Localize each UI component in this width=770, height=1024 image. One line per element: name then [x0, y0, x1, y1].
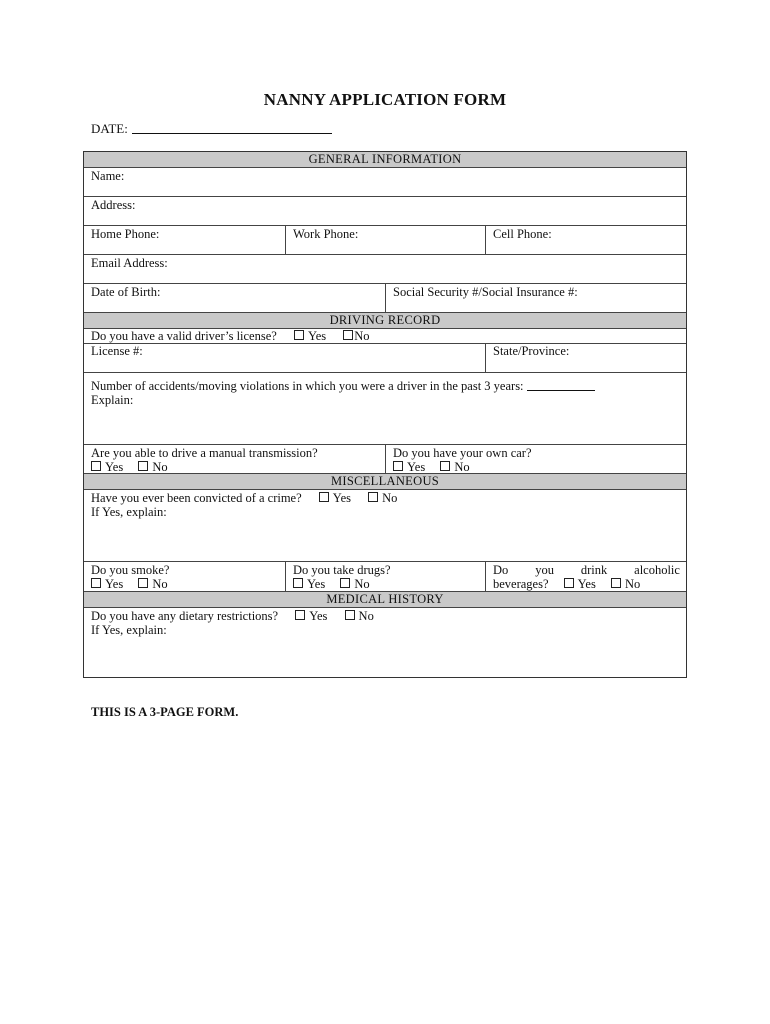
- home-phone-field[interactable]: Home Phone:: [91, 227, 160, 241]
- accidents-label: Number of accidents/moving violations in which you were a driver in the past 3 years:: [91, 379, 524, 393]
- explain-label: Explain:: [91, 393, 134, 407]
- license-number-row: [84, 343, 686, 372]
- drink-word: you: [535, 563, 554, 577]
- dietary-row: [84, 607, 686, 677]
- no-label: No: [152, 577, 168, 591]
- email-row[interactable]: [84, 254, 686, 283]
- smoke-yes-option[interactable]: [91, 577, 123, 591]
- yes-label: Yes: [307, 329, 327, 343]
- checkbox-icon[interactable]: [138, 461, 148, 471]
- yes-label: Yes: [307, 577, 326, 591]
- manual-question: Are you able to drive a manual transmission?: [91, 446, 318, 460]
- no-label: No: [454, 460, 470, 473]
- name-row[interactable]: [84, 167, 686, 196]
- checkbox-icon[interactable]: [440, 461, 450, 471]
- checkbox-icon[interactable]: [138, 578, 148, 588]
- license-yes-option[interactable]: [294, 329, 326, 343]
- checkbox-icon[interactable]: [345, 610, 355, 620]
- email-label: Email Address:: [91, 256, 168, 270]
- section-header-driving: DRIVING RECORD: [84, 312, 686, 328]
- checkbox-icon[interactable]: [293, 578, 303, 588]
- section-header-misc: MISCELLANEOUS: [84, 473, 686, 489]
- state-field[interactable]: State/Province:: [485, 344, 686, 372]
- manual-no-option[interactable]: [138, 460, 167, 473]
- crime-explain-label: If Yes, explain:: [91, 505, 167, 519]
- license-question: Do you have a valid driver’s license?: [91, 329, 277, 343]
- ssn-field[interactable]: Social Security #/Social Insurance #:: [385, 284, 686, 312]
- crime-row: [84, 489, 686, 561]
- license-number-field[interactable]: License #:: [91, 344, 143, 358]
- drugs-no-option[interactable]: [340, 577, 369, 591]
- section-header-general: GENERAL INFORMATION: [84, 152, 686, 167]
- checkbox-icon[interactable]: [294, 330, 304, 340]
- checkbox-icon[interactable]: [319, 492, 329, 502]
- checkbox-icon[interactable]: [564, 578, 574, 588]
- drink-word: drink: [580, 563, 608, 577]
- no-label: No: [354, 577, 370, 591]
- smoke-question: Do you smoke?: [91, 563, 170, 577]
- drink-word: alcoholic: [634, 563, 680, 577]
- manual-yes-option[interactable]: [91, 460, 123, 473]
- no-label: No: [624, 577, 641, 591]
- dietary-question: Do you have any dietary restrictions?: [91, 609, 279, 623]
- checkbox-icon[interactable]: [91, 461, 101, 471]
- checkbox-icon[interactable]: [91, 578, 101, 588]
- no-label: No: [354, 329, 370, 343]
- yes-label: Yes: [332, 491, 351, 505]
- car-question: Do you have your own car?: [393, 446, 532, 460]
- car-no-option[interactable]: [440, 460, 469, 473]
- checkbox-icon[interactable]: [340, 578, 350, 588]
- no-label: No: [152, 460, 168, 473]
- manual-car-row: [84, 444, 686, 473]
- drugs-question: Do you take drugs?: [293, 563, 391, 577]
- yes-label: Yes: [577, 577, 596, 591]
- substances-row: [84, 561, 686, 591]
- no-label: No: [382, 491, 398, 505]
- accidents-row[interactable]: [84, 372, 686, 444]
- yes-label: Yes: [105, 577, 124, 591]
- accidents-blank[interactable]: [527, 379, 595, 391]
- license-no-option[interactable]: [343, 329, 369, 343]
- page-count-note: THIS IS A 3-PAGE FORM.: [91, 705, 239, 719]
- work-phone-field[interactable]: Work Phone:: [285, 226, 485, 254]
- crime-no-option[interactable]: [368, 491, 397, 505]
- date-field[interactable]: [91, 121, 332, 137]
- car-yes-option[interactable]: [393, 460, 425, 473]
- crime-question: Have you ever been convicted of a crime?: [91, 491, 302, 505]
- crime-yes-option[interactable]: [319, 491, 351, 505]
- section-header-medical: MEDICAL HISTORY: [84, 591, 686, 607]
- date-blank[interactable]: [132, 121, 332, 134]
- checkbox-icon[interactable]: [368, 492, 378, 502]
- dob-field[interactable]: Date of Birth:: [91, 285, 161, 299]
- dietary-yes-option[interactable]: [295, 609, 327, 623]
- checkbox-icon[interactable]: [343, 330, 353, 340]
- drink-question-cont: beverages?: [493, 577, 549, 591]
- form-title: NANNY APPLICATION FORM: [263, 90, 507, 109]
- checkbox-icon[interactable]: [611, 578, 621, 588]
- address-row[interactable]: [84, 196, 686, 225]
- yes-label: Yes: [407, 460, 426, 473]
- cell-phone-field[interactable]: Cell Phone:: [485, 226, 686, 254]
- checkbox-icon[interactable]: [393, 461, 403, 471]
- dietary-no-option[interactable]: [345, 609, 374, 623]
- checkbox-icon[interactable]: [295, 610, 305, 620]
- dob-ssn-row: [84, 283, 686, 312]
- yes-label: Yes: [309, 609, 328, 623]
- no-label: No: [358, 609, 374, 623]
- address-label: Address:: [91, 198, 136, 212]
- drink-word: Do: [493, 563, 509, 577]
- name-label: Name:: [91, 169, 125, 183]
- dietary-explain-label: If Yes, explain:: [91, 623, 167, 637]
- smoke-no-option[interactable]: [138, 577, 167, 591]
- phones-row: [84, 225, 686, 254]
- drink-no-option[interactable]: [611, 577, 640, 591]
- date-label: DATE:: [91, 121, 128, 136]
- drugs-yes-option[interactable]: [293, 577, 325, 591]
- drink-yes-option[interactable]: [564, 577, 596, 591]
- yes-label: Yes: [105, 460, 124, 473]
- application-table: [83, 151, 687, 678]
- drink-question: [493, 563, 680, 577]
- license-question-row: [84, 328, 686, 343]
